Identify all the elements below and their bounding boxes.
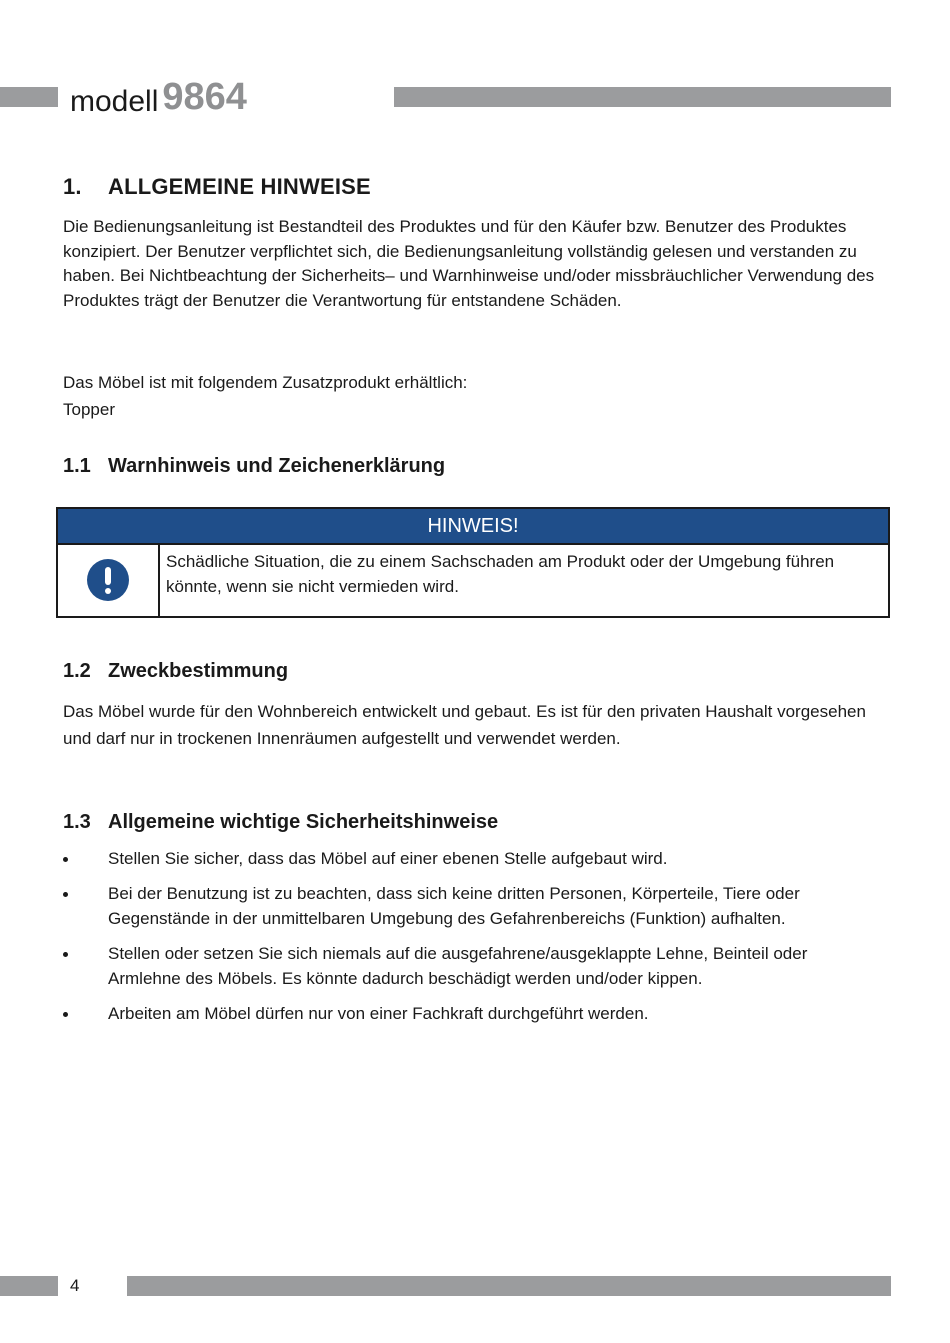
bullet-dot — [63, 1012, 68, 1017]
section-1-1-title: Warnhinweis und Zeichenerklärung — [108, 455, 446, 477]
section-1-3-title: Allgemeine wichtige Sicherheitshinweise — [108, 811, 499, 833]
section-1-1-number: 1.1 — [63, 455, 91, 477]
model-number: 9864 — [162, 76, 247, 118]
section-1-3-number: 1.3 — [63, 811, 91, 833]
page-number: 4 — [70, 1276, 80, 1295]
list-item-text: Arbeiten am Möbel dürfen nur von einer Fachkraft durchgeführt werden. — [108, 1004, 649, 1023]
notice-text: Schädliche Situation, die zu einem Sachschaden am Produkt oder der Umgebung führen könnte, wenn sie nicht vermieden wird. — [160, 543, 888, 616]
section-1-2-title: Zweckbestimmung — [108, 660, 289, 682]
footer-bar-right — [127, 1276, 891, 1296]
list-item-text: Bei der Benutzung ist zu beachten, dass sich keine dritten Personen, Körperteile, Tiere oder Gegenstände in der unmittelbaren Umgebung des Gefahrenbereichs (Funktion) aufhalten. — [108, 884, 800, 928]
list-item — [63, 1001, 883, 1026]
list-item — [63, 941, 883, 991]
list-item-text: Stellen oder setzen Sie sich niemals auf die ausgefahrene/ausgeklappte Lehne, Beinteil oder Armlehne des Möbels. Es könnte dadurch beschädigt werden und/oder kippen. — [108, 944, 808, 988]
notice-heading: HINWEIS! — [58, 509, 888, 543]
section-1-2-heading — [63, 660, 288, 683]
section-1-1-heading — [63, 455, 445, 478]
exclamation-circle-icon — [87, 559, 129, 601]
list-item — [63, 846, 883, 871]
section-1-2-paragraph: Das Möbel wurde für den Wohnbereich entwickelt und gebaut. Es ist für den privaten Haushalt vorgesehen und darf nur in trockenen Innenräumen aufgestellt und verwendet werden. — [63, 702, 866, 748]
section-1-2-number: 1.2 — [63, 660, 91, 682]
section-1-paragraph: Die Bedienungsanleitung ist Bestandteil des Produktes und für den Käufer bzw. Benutzer des Produktes konzipiert. Der Benutzer verpflichtet sich, die Bedienungsanleitung vollständig gelesen und verstanden zu haben. Bei Nichtbeachtung der Sicherheits– und Warnhinweise und/oder missbräuchlicher Verwendung des Produktes trägt der Benutzer die Verantwortung für entstandene Schäden. — [63, 217, 875, 310]
bullet-dot — [63, 952, 68, 957]
notice-box — [56, 507, 890, 618]
list-item — [63, 881, 883, 931]
notice-icon-cell — [58, 543, 160, 616]
bullet-dot — [63, 892, 68, 897]
model-title — [70, 78, 247, 121]
section-1-3-heading — [63, 811, 498, 834]
footer-bar-left — [0, 1276, 58, 1296]
safety-bullet-list — [63, 846, 883, 1036]
section-1-title: ALLGEMEINE HINWEISE — [108, 174, 371, 199]
additional-product-name: Topper — [63, 400, 115, 419]
header-bar-right — [394, 87, 891, 107]
model-word: modell — [70, 85, 159, 118]
bullet-dot — [63, 857, 68, 862]
section-1-number: 1. — [63, 174, 82, 199]
section-1-heading — [63, 174, 371, 200]
additional-product-line: Das Möbel ist mit folgendem Zusatzprodukt erhältlich: — [63, 373, 468, 392]
header-bar-left — [0, 87, 58, 107]
list-item-text: Stellen Sie sicher, dass das Möbel auf einer ebenen Stelle aufgebaut wird. — [108, 849, 668, 868]
